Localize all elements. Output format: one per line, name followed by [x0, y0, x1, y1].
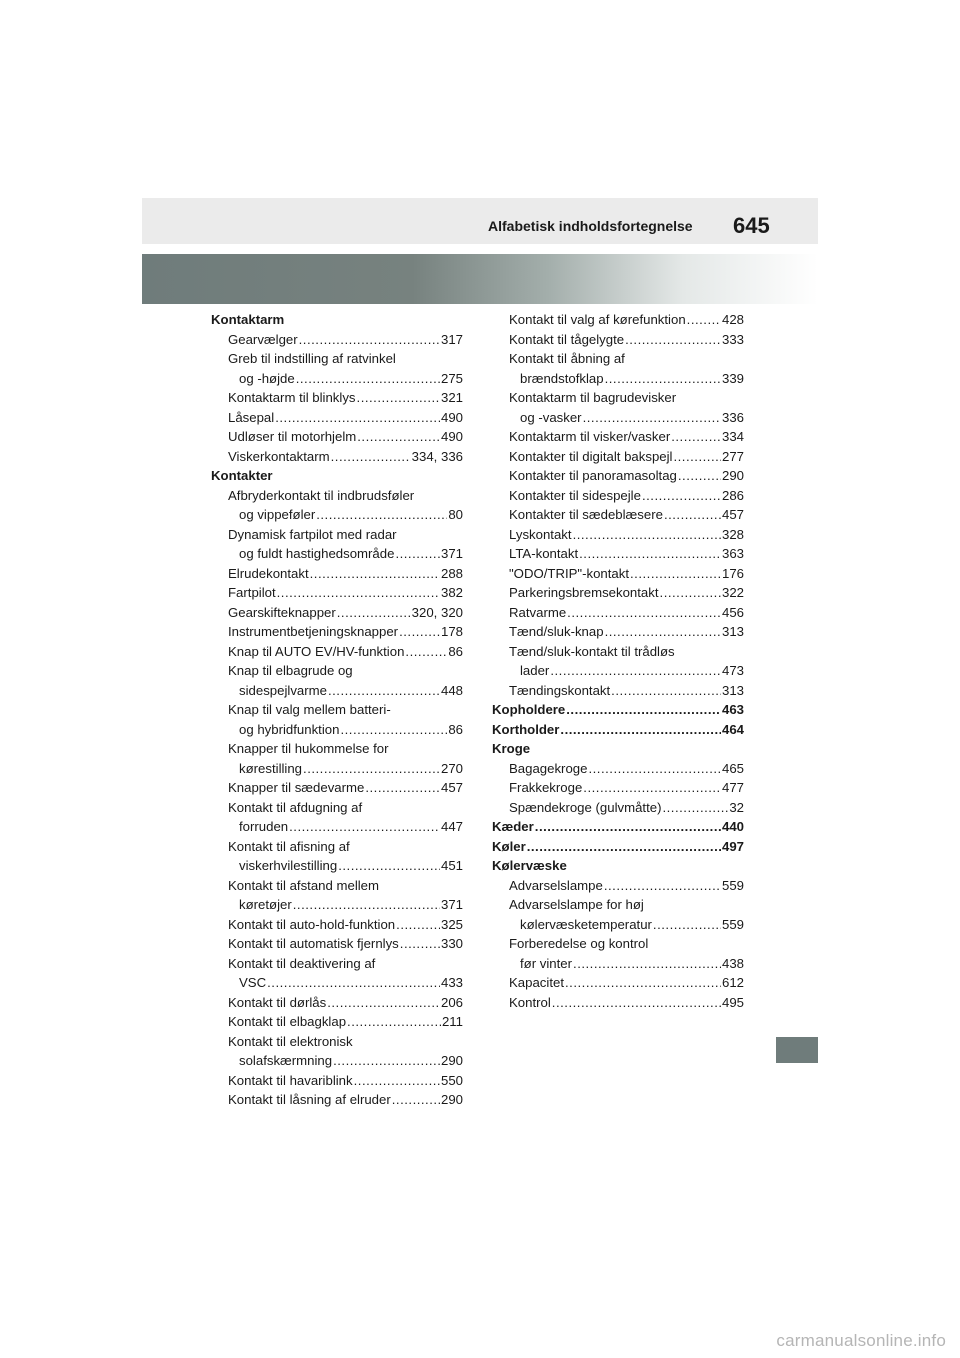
dot-leader: [662, 798, 728, 818]
index-subentry-text: Knap til valg mellem batteri-: [228, 702, 391, 717]
index-entry: [211, 973, 463, 993]
dot-leader: [337, 603, 411, 623]
index-entry: [211, 427, 463, 447]
index-entry-label: Kontakter til digitalt bakspejl: [509, 448, 673, 464]
index-entry: [492, 447, 744, 467]
index-entry-label: Fartpilot: [228, 585, 276, 600]
page-reference: 334, 336: [411, 448, 463, 464]
index-entry-label: Kontakter til sædeblæsere: [509, 507, 663, 522]
page-reference: 440: [721, 819, 744, 834]
page-reference: 447: [440, 819, 463, 834]
dot-leader: [338, 856, 440, 876]
dot-leader: [293, 895, 440, 915]
dot-leader: [611, 681, 721, 701]
index-entry-label: Kapacitet: [509, 975, 564, 990]
page-reference: 277: [721, 448, 744, 464]
dot-leader: [399, 622, 440, 642]
index-heading: Kølervæske: [492, 858, 567, 873]
index-entry: [492, 622, 744, 642]
index-subentry-text: Dynamisk fartpilot med radar: [228, 526, 397, 542]
index-entry: [492, 681, 744, 701]
page-reference: 363: [721, 546, 744, 561]
index-entry: [492, 466, 744, 486]
page-reference: 428: [721, 312, 744, 327]
index-subentry-text: Kontakt til åbning af: [509, 351, 625, 366]
index-subentry-text: Forberedelse og kontrol: [509, 936, 649, 951]
dot-leader: [550, 661, 721, 681]
dot-leader: [678, 466, 721, 486]
page-reference: 495: [721, 994, 744, 1010]
page-reference: 178: [440, 624, 463, 639]
dot-leader: [583, 408, 721, 428]
index-subentry-text: Tænd/sluk-kontakt til trådløs: [509, 643, 675, 659]
index-entry: [211, 1012, 463, 1032]
page-reference: 559: [721, 877, 744, 893]
index-entry: [211, 681, 463, 701]
dot-leader: [573, 525, 721, 545]
index-entry: [492, 583, 744, 603]
dot-leader: [642, 486, 721, 506]
index-entry: [211, 856, 463, 876]
index-entry-label: Kontakter til panoramasoltag: [509, 468, 677, 483]
index-entry-label: og vippeføler: [239, 507, 316, 522]
index-entry: [492, 603, 744, 623]
index-entry: [492, 505, 744, 525]
index-heading-entry: [492, 700, 744, 720]
index-entry: [211, 915, 463, 935]
index-heading: Kroge: [492, 741, 531, 756]
page-reference: 456: [721, 604, 744, 620]
index-column-left: [211, 310, 463, 1110]
page-reference: 275: [440, 370, 463, 386]
page-reference: 290: [440, 1053, 463, 1068]
dot-leader: [340, 720, 447, 740]
index-entry-label: Udløser til motorhjelm: [228, 429, 357, 444]
index-subentry-text: Knapper til hukommelse for: [228, 741, 389, 756]
index-entry: [492, 310, 744, 330]
index-entry-label: og -vasker: [520, 409, 582, 425]
page-reference: 313: [721, 624, 744, 639]
chapter-tab-marker: [776, 1037, 818, 1063]
index-entry: [211, 993, 463, 1013]
index-entry-label: Parkeringsbremsekontakt: [509, 585, 659, 600]
index-entry-label: Kontakt til låsning af elruder: [228, 1092, 391, 1107]
page-reference: 86: [448, 721, 463, 737]
page-number: 645: [733, 213, 770, 238]
page-reference: 333: [721, 331, 744, 347]
section-title: Alfabetisk indholdsfortegnelse: [488, 218, 693, 234]
page-reference: 612: [721, 975, 744, 990]
dot-leader: [327, 993, 440, 1013]
index-entry-label: Låsepal: [228, 409, 275, 425]
index-entry-label: Elrudekontakt: [228, 565, 309, 581]
page-reference: 371: [440, 897, 463, 912]
index-entry-label: VSC: [239, 975, 267, 990]
index-entry: [492, 564, 744, 584]
page-reference: 497: [721, 838, 744, 854]
index-subentry-text: Afbryderkontakt til indbrudsføler: [228, 487, 415, 503]
dot-leader: [331, 447, 411, 467]
dot-leader: [630, 564, 721, 584]
index-entry: [492, 427, 744, 447]
page-reference: 559: [721, 916, 744, 932]
decorative-gradient-band: [142, 254, 818, 304]
index-entry: [492, 954, 744, 974]
page-reference: 286: [721, 487, 744, 503]
index-entry: [492, 486, 744, 506]
page-reference: 339: [721, 370, 744, 386]
page-reference: 464: [721, 721, 744, 737]
page-reference: 336: [721, 409, 744, 425]
index-subentry-text: Kontakt til elektronisk: [228, 1033, 353, 1049]
index-entry: [211, 759, 463, 779]
index-entry-label: Viskerkontaktarm: [228, 448, 330, 464]
index-entry-label: kørestilling: [239, 760, 303, 776]
dot-leader: [579, 544, 721, 564]
index-entry-label: Kontakt til tågelygte: [509, 331, 625, 347]
index-subentry-text: Kontakt til afstand mellem: [228, 877, 379, 893]
page-reference: 465: [721, 760, 744, 776]
page-reference: 325: [440, 916, 463, 932]
index-entry-label: kølervæsketemperatur: [520, 916, 652, 932]
dot-leader: [328, 681, 440, 701]
page-reference: 451: [440, 858, 463, 873]
dot-leader: [673, 447, 721, 467]
index-subentry-text: Kontakt til afisning af: [228, 838, 350, 854]
dot-leader: [565, 973, 721, 993]
index-entry: [211, 1051, 463, 1071]
index-heading: Kontaktarm: [211, 312, 285, 327]
index-entry: [211, 583, 463, 603]
index-subentry-text: Knap til elbagrude og: [228, 663, 353, 678]
dot-leader: [588, 759, 721, 779]
page-reference: 80: [448, 507, 463, 522]
page-reference: 211: [441, 1014, 463, 1029]
page-reference: 334: [721, 429, 744, 444]
dot-leader: [310, 564, 440, 584]
page-reference: 32: [729, 799, 744, 815]
page-reference: 317: [440, 331, 463, 347]
index-entry: [492, 661, 744, 681]
index-entry-label: viskerhvilestilling: [239, 858, 338, 873]
index-entry: [492, 973, 744, 993]
dot-leader: [333, 1051, 440, 1071]
index-entry: [211, 895, 463, 915]
index-entry: [492, 993, 744, 1013]
index-entry-label: Kontakter til sidespejle: [509, 487, 641, 503]
index-column-right: [492, 310, 744, 1012]
dot-leader: [660, 583, 721, 603]
dot-leader: [653, 915, 721, 935]
index-entry-label: LTA-kontakt: [509, 546, 579, 561]
index-entry-label: Kontaktarm til visker/vasker: [509, 429, 671, 444]
index-entry-label: Advarselslampe: [509, 877, 603, 893]
index-entry: [211, 934, 463, 954]
index-entry: [492, 915, 744, 935]
index-entry: [211, 408, 463, 428]
index-entry-label: Kæder: [492, 819, 534, 834]
index-entry: [211, 505, 463, 525]
page-reference: 457: [440, 780, 463, 795]
dot-leader: [289, 817, 440, 837]
page-reference: 550: [440, 1072, 463, 1088]
index-entry-label: Kontakt til valg af kørefunktion: [509, 312, 686, 327]
page-reference: 290: [721, 468, 744, 483]
index-entry-label: Ratvarme: [509, 604, 567, 620]
index-entry: [211, 778, 463, 798]
index-entry: [211, 622, 463, 642]
dot-leader: [357, 388, 440, 408]
page-reference: 86: [448, 643, 463, 659]
page-reference: 448: [440, 682, 463, 698]
index-entry-label: lader: [520, 663, 550, 678]
dot-leader: [567, 603, 721, 623]
index-entry-label: køretøjer: [239, 897, 292, 912]
dot-leader: [687, 310, 721, 330]
index-entry-label: solafskærmning: [239, 1053, 333, 1068]
index-entry: [492, 876, 744, 896]
index-entry-label: Knapper til sædevarme: [228, 780, 365, 795]
page-reference: 320, 320: [411, 604, 463, 620]
index-entry-label: Instrumentbetjeningsknapper: [228, 624, 399, 639]
index-entry: [211, 330, 463, 350]
index-entry-label: Spændekroge (gulvmåtte): [509, 799, 662, 815]
index-subentry-text: Kontakt til deaktivering af: [228, 955, 376, 971]
index-entry-label: Gearskifteknapper: [228, 604, 336, 620]
page-reference: 206: [440, 994, 463, 1010]
index-entry-label: og hybridfunktion: [239, 721, 340, 737]
dot-leader: [664, 505, 721, 525]
index-entry: [211, 447, 463, 467]
index-entry-label: Kontakt til dørlås: [228, 994, 327, 1010]
index-entry-label: Kontakt til automatisk fjernlys: [228, 936, 399, 951]
page-reference: 433: [440, 975, 463, 990]
dot-leader: [296, 369, 440, 389]
index-subentry-text: Kontaktarm til bagrudevisker: [509, 390, 677, 405]
index-entry: [492, 544, 744, 564]
index-subentry-text: Advarselslampe for høj: [509, 897, 644, 912]
index-entry-label: Køler: [492, 838, 526, 854]
index-entry: [492, 525, 744, 545]
index-entry: [492, 408, 744, 428]
index-entry-label: Kortholder: [492, 721, 560, 737]
header-band: [142, 198, 818, 244]
dot-leader: [267, 973, 440, 993]
index-entry-label: Gearvælger: [228, 331, 298, 347]
dot-leader: [605, 369, 721, 389]
dot-leader: [275, 408, 440, 428]
dot-leader: [671, 427, 721, 447]
dot-leader: [625, 330, 721, 350]
index-entry: [492, 369, 744, 389]
page-reference: 288: [440, 565, 463, 581]
dot-leader: [354, 1071, 440, 1091]
page-reference: 490: [440, 409, 463, 425]
page-reference: 290: [440, 1092, 463, 1107]
index-entry: [211, 817, 463, 837]
index-entry-label: Tænd/sluk-knap: [509, 624, 604, 639]
index-entry-label: Kontakt til havariblink: [228, 1072, 353, 1088]
index-subentry-text: Kontakt til afdugning af: [228, 799, 363, 815]
index-heading-entry: [492, 817, 744, 837]
dot-leader: [316, 505, 447, 525]
dot-leader: [605, 622, 721, 642]
index-subentry-text: Greb til indstilling af ratvinkel: [228, 351, 396, 366]
index-entry-label: før vinter: [520, 955, 573, 971]
page-reference: 322: [721, 585, 744, 600]
index-entry: [492, 759, 744, 779]
page-reference: 328: [721, 526, 744, 542]
index-heading-entry: [492, 837, 744, 857]
index-entry-label: Kontakt til auto-hold-funktion: [228, 916, 396, 932]
index-entry-label: Kontaktarm til blinklys: [228, 390, 356, 405]
index-entry: [211, 720, 463, 740]
index-entry: [492, 798, 744, 818]
dot-leader: [583, 778, 721, 798]
dot-leader: [552, 993, 721, 1013]
index-entry: [211, 564, 463, 584]
dot-leader: [400, 934, 440, 954]
page-reference: 438: [721, 955, 744, 971]
index-entry-label: Tændingskontakt: [509, 682, 611, 698]
dot-leader: [560, 720, 721, 740]
dot-leader: [527, 837, 721, 857]
index-entry-label: og fuldt hastighedsområde: [239, 546, 395, 561]
index-entry: [211, 642, 463, 662]
page-reference: 473: [721, 663, 744, 678]
dot-leader: [277, 583, 440, 603]
index-entry-label: Bagagekroge: [509, 760, 588, 776]
page-reference: 176: [721, 565, 744, 581]
index-entry: [211, 1071, 463, 1091]
index-entry: [211, 603, 463, 623]
page-reference: 382: [440, 585, 463, 600]
index-entry-label: forruden: [239, 819, 289, 834]
index-entry: [211, 1090, 463, 1110]
index-entry-label: Kontrol: [509, 994, 551, 1010]
index-entry: [211, 369, 463, 389]
index-entry-label: Frakkekroge: [509, 780, 583, 795]
index-heading-entry: [492, 720, 744, 740]
dot-leader: [566, 700, 721, 720]
page-reference: 270: [440, 760, 463, 776]
dot-leader: [573, 954, 721, 974]
page-reference: 313: [721, 682, 744, 698]
page-reference: 477: [721, 780, 744, 795]
dot-leader: [347, 1012, 441, 1032]
index-entry: [211, 388, 463, 408]
dot-leader: [604, 876, 721, 896]
dot-leader: [365, 778, 440, 798]
dot-leader: [392, 1090, 440, 1110]
dot-leader: [395, 544, 440, 564]
index-entry-label: og -højde: [239, 370, 295, 386]
index-entry-label: brændstofklap: [520, 370, 604, 386]
index-entry-label: Kontakt til elbagklap: [228, 1014, 347, 1029]
index-entry: [492, 778, 744, 798]
dot-leader: [357, 427, 440, 447]
page-reference: 321: [440, 390, 463, 405]
index-entry-label: Kopholdere: [492, 702, 566, 717]
index-entry-label: sidespejlvarme: [239, 682, 327, 698]
page-reference: 371: [440, 546, 463, 561]
dot-leader: [535, 817, 721, 837]
footer-watermark: carmanualsonline.info: [776, 1331, 946, 1350]
dot-leader: [396, 915, 440, 935]
index-entry-label: Knap til AUTO EV/HV-funktion: [228, 643, 405, 659]
dot-leader: [303, 759, 440, 779]
dot-leader: [299, 330, 440, 350]
page-reference: 457: [721, 507, 744, 522]
page-reference: 330: [440, 936, 463, 951]
index-entry: [492, 330, 744, 350]
dot-leader: [405, 642, 447, 662]
index-entry-label: "ODO/TRIP"-kontakt: [509, 565, 630, 581]
index-heading: Kontakter: [211, 468, 273, 483]
page-reference: 490: [440, 429, 463, 444]
index-entry-label: Lyskontakt: [509, 526, 572, 542]
page-reference: 463: [721, 702, 744, 717]
index-entry: [211, 544, 463, 564]
